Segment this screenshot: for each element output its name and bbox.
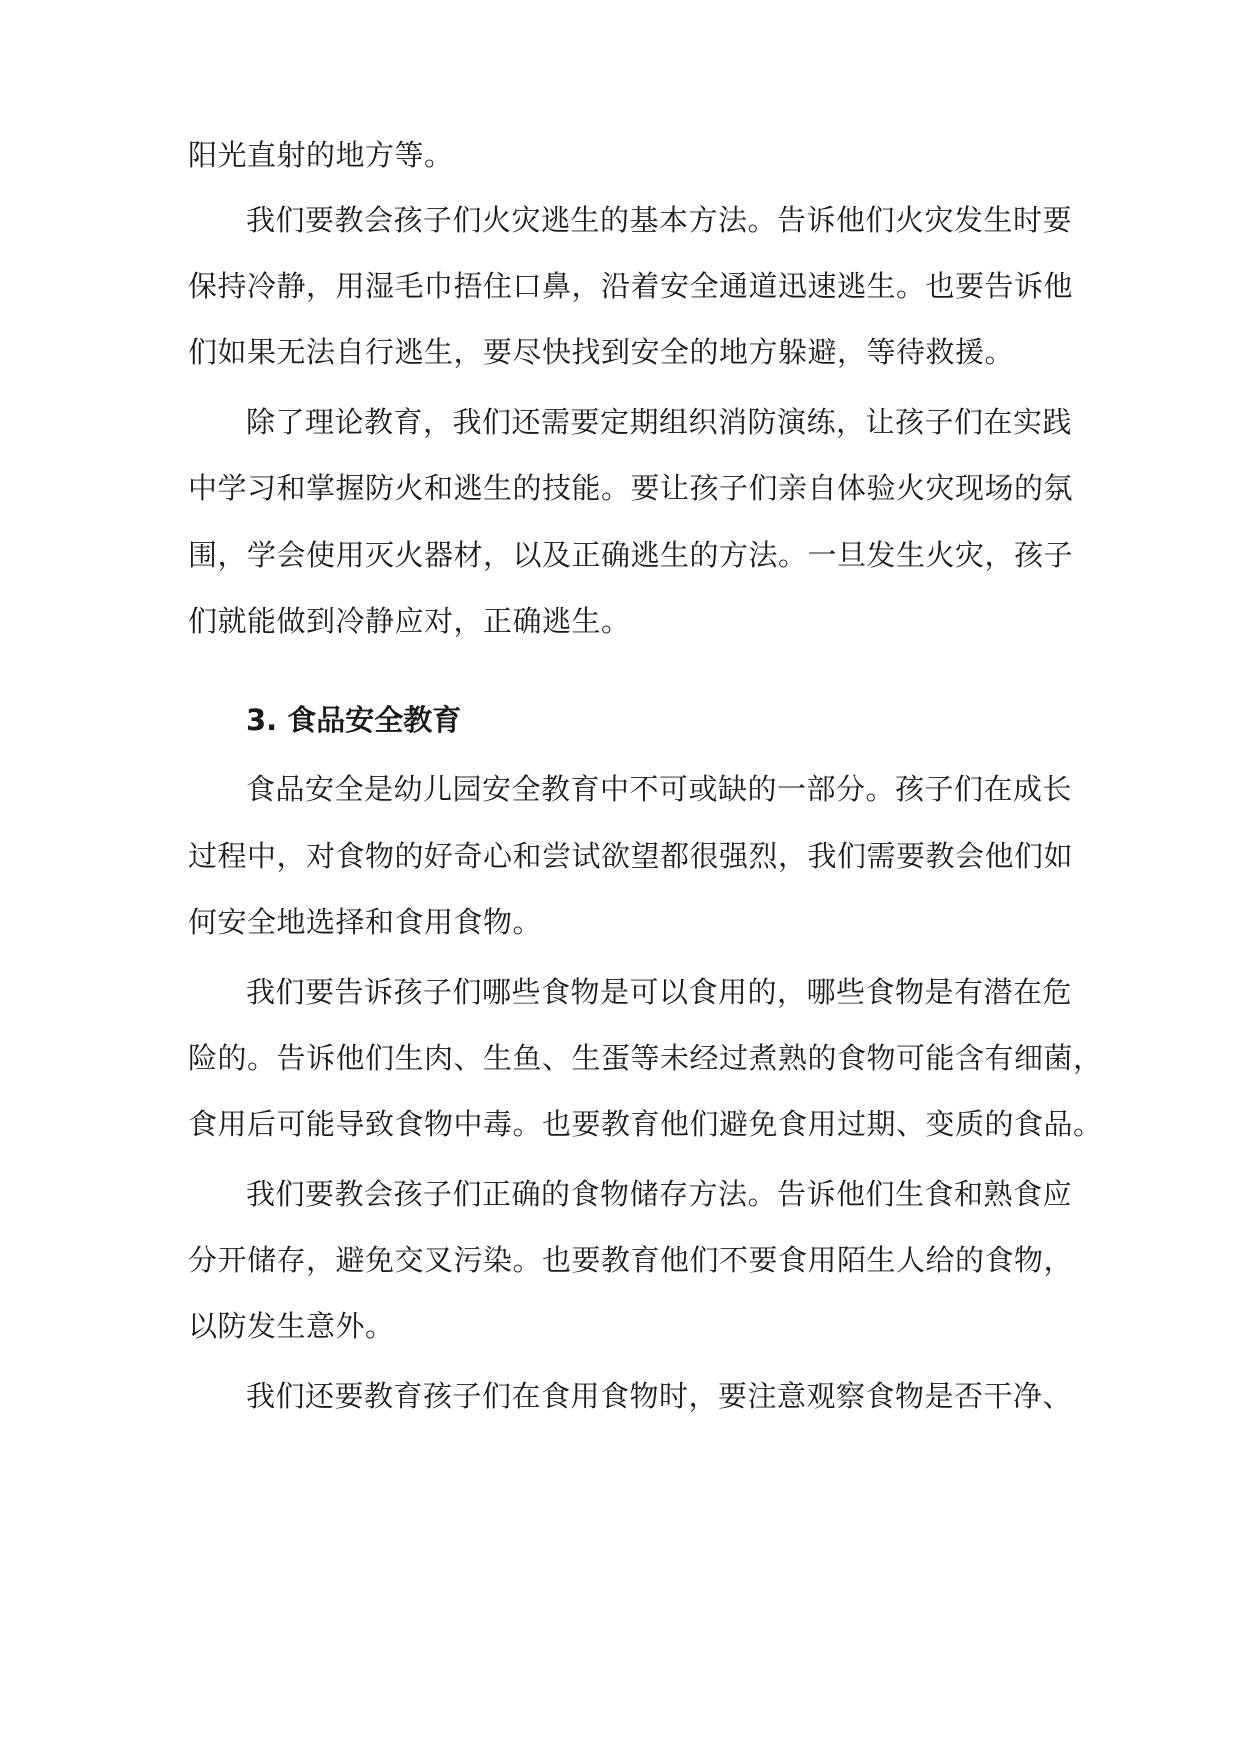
text-line: 分开储存，避免交叉污染。也要教育他们不要食用陌生人给的食物， [188, 1243, 1074, 1277]
text-line: 食用后可能导致食物中毒。也要教育他们避免食用过期、变质的食品。 [188, 1107, 1103, 1141]
text-line: 中学习和掌握防火和逃生的技能。要让孩子们亲自体验火灾现场的氛 [188, 471, 1074, 505]
text-line: 我们要教会孩子们火灾逃生的基本方法。告诉他们火灾发生时要 [246, 203, 1073, 237]
text-line: 过程中，对食物的好奇心和尝试欲望都很强烈，我们需要教会他们如 [188, 839, 1074, 873]
text-line: 围，学会使用灭火器材，以及正确逃生的方法。一旦发生火灾，孩子 [188, 538, 1074, 572]
text-line: 我们要教会孩子们正确的食物储存方法。告诉他们生食和熟食应 [246, 1177, 1073, 1211]
text-line: 险的。告诉他们生肉、生鱼、生蛋等未经过煮熟的食物可能含有细菌， [188, 1041, 1103, 1075]
text-line: 阳光直射的地方等。 [188, 138, 454, 172]
section-heading: 3. 食品安全教育 [246, 703, 462, 737]
text-line: 保持冷静，用湿毛巾捂住口鼻，沿着安全通道迅速逃生。也要告诉他 [188, 269, 1074, 303]
text-line: 我们还要教育孩子们在食用食物时，要注意观察食物是否干净、 [246, 1379, 1073, 1413]
text-line: 我们要告诉孩子们哪些食物是可以食用的，哪些食物是有潜在危 [246, 975, 1073, 1009]
text-line: 食品安全是幼儿园安全教育中不可或缺的一部分。孩子们在成长 [246, 772, 1073, 806]
text-line: 以防发生意外。 [188, 1309, 395, 1343]
text-line: 除了理论教育，我们还需要定期组织消防演练，让孩子们在实践 [246, 405, 1073, 439]
text-line: 何安全地选择和食用食物。 [188, 905, 543, 939]
text-line: 们就能做到冷静应对，正确逃生。 [188, 604, 631, 638]
text-line: 们如果无法自行逃生，要尽快找到安全的地方躲避，等待救援。 [188, 335, 1015, 369]
